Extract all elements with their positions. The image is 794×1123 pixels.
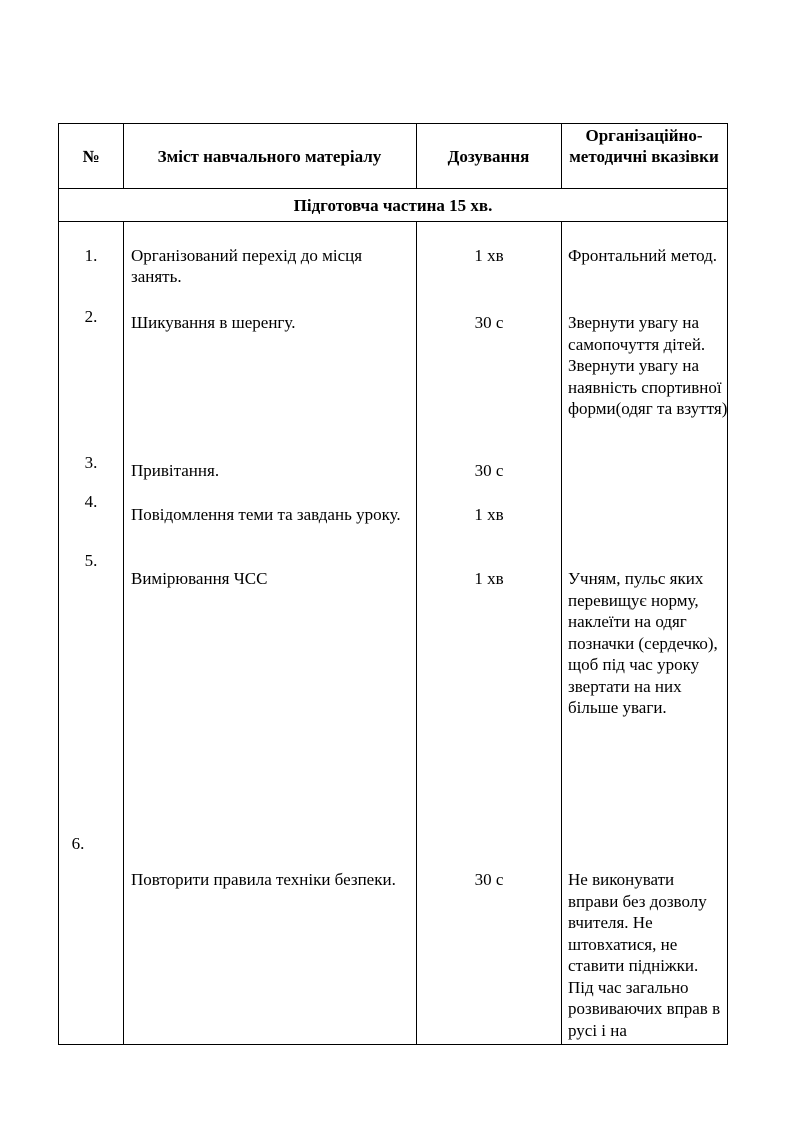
col-divider (561, 124, 562, 189)
row-number: 1. (84, 246, 98, 265)
header-notes: Організаційно-методичні вказівки (569, 126, 719, 166)
row-content: Шикування в шеренгу. (131, 313, 296, 332)
row-content: Повторити правила техніки безпеки. (131, 870, 396, 889)
row-content: Вимірювання ЧСС (131, 569, 268, 588)
row-number: 2. (84, 307, 98, 326)
row-dosage: 1 хв (474, 569, 504, 588)
row-note: Фронтальний метод. (568, 246, 718, 265)
row-dosage: 1 хв (474, 505, 504, 524)
row-content: Повідомлення теми та завдань уроку. (131, 505, 401, 524)
header-content: Зміст навчального матеріалу (157, 147, 382, 166)
lesson-plan-table (58, 123, 728, 1045)
row-number: 6. (71, 834, 85, 853)
row-content: Організований перехід до місця занять. (131, 246, 363, 286)
row-content: Привітання. (131, 461, 220, 480)
row-dosage: 30 с (474, 870, 504, 889)
row-number: 4. (84, 492, 98, 511)
row-note: Не виконувати вправи без дозволу вчителя. Не штовхатися, не ставити підніжки. Під час загально розвиваючих вправ в русі і на (568, 870, 721, 1040)
header-dosage: Дозування (447, 147, 530, 166)
row-note: Учням, пульс яких перевищує норму, наклеїти на одяг позначки (сердечко), щоб під час уроку звертати на них більше уваги. (568, 569, 718, 717)
col-divider (561, 222, 562, 1044)
section-title: Підготовча частина 15 хв. (293, 196, 493, 215)
row-number: 5. (84, 551, 98, 570)
col-divider (416, 222, 417, 1044)
col-divider (123, 222, 124, 1044)
row-dosage: 30 с (474, 461, 504, 480)
row-note: Звернути увагу на самопочуття дітей. Звернути увагу на наявність спортивної форми(одяг та взуття) (568, 313, 728, 418)
row-dosage: 1 хв (474, 246, 504, 265)
row-number: 3. (84, 453, 98, 472)
header-number: № (82, 147, 100, 166)
row-dosage: 30 с (474, 313, 504, 332)
